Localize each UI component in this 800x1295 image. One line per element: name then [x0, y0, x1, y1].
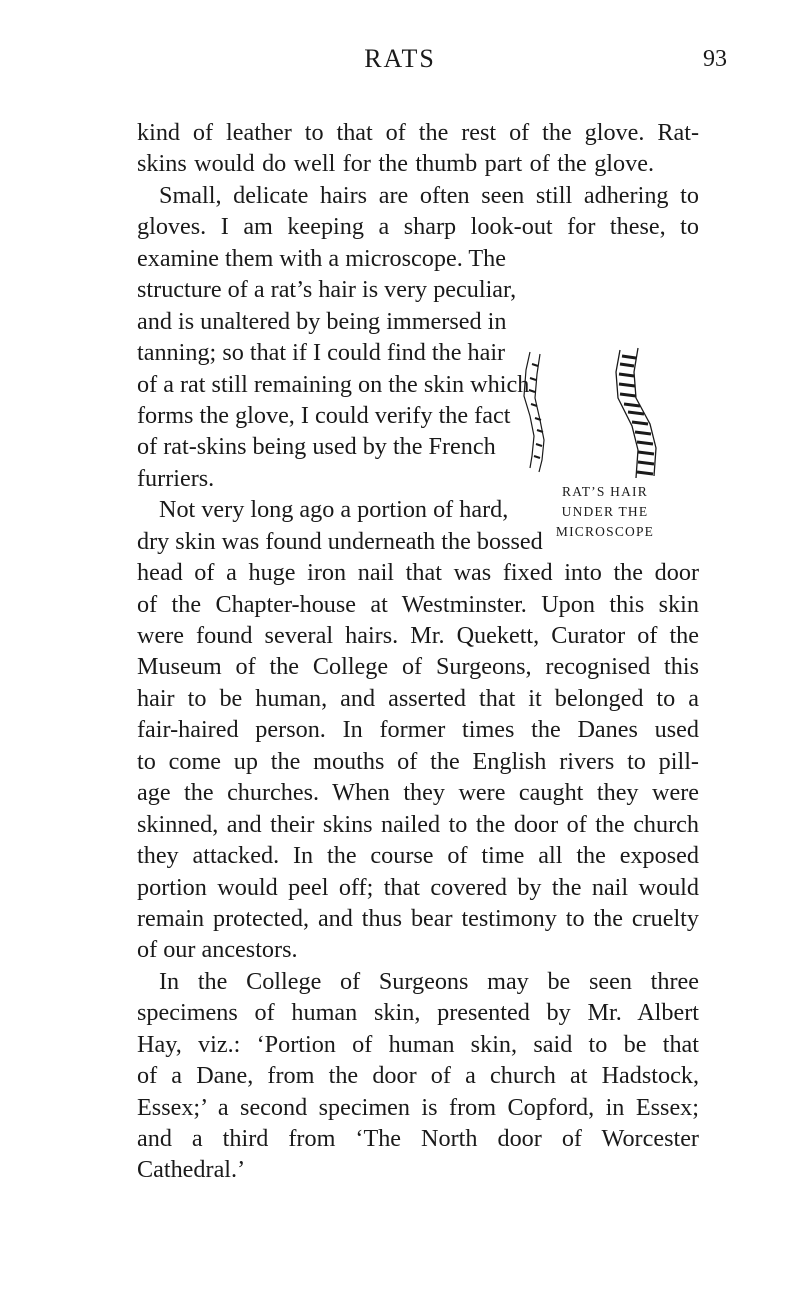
text-line: fair-haired person. In former times the Danes used: [137, 716, 699, 744]
text-line: In the College of Surgeons may be seen three: [159, 967, 699, 995]
text-line: examine them with a microscope. The: [137, 244, 506, 272]
running-head: [0, 44, 800, 84]
text-line: and a third from ‘The North door of Worcester: [137, 1125, 699, 1152]
text-line: of rat-skins being used by the French: [137, 433, 496, 461]
text-line: kind of leather to that of the rest of the glove. Rat-: [137, 119, 699, 146]
text-line: portion would peel off; that covered by the nail would: [137, 873, 699, 901]
text-line: Not very long ago a portion of hard,: [159, 496, 509, 524]
text-line: furriers.: [137, 464, 215, 492]
hair-strand-left: [524, 352, 544, 472]
caption-line: RAT’S HAIR: [562, 484, 648, 499]
text-line: forms the glove, I could verify the fact: [137, 401, 511, 429]
text-line: Hay, viz.: ‘Portion of human skin, said to be that: [137, 1030, 699, 1058]
figure-caption: [490, 482, 720, 542]
text-line: skinned, and their skins nailed to the door of the church: [137, 810, 699, 838]
text-line: remain protected, and thus bear testimony to the cruelty: [137, 904, 699, 932]
text-line: of a Dane, from the door of a church at Hadstock,: [137, 1062, 699, 1090]
text-line: of our ancestors.: [137, 936, 298, 964]
text-line: Museum of the College of Surgeons, recognised this: [137, 653, 699, 681]
text-line: age the churches. When they were caught they were: [137, 779, 699, 807]
caption-line: MICROSCOPE: [555, 524, 655, 539]
body-text: [137, 117, 699, 1186]
text-line: to come up the mouths of the English rivers to pill-: [137, 747, 699, 775]
running-head-title: RATS: [364, 44, 436, 73]
text-line: skins would do well for the thumb part of the glove.: [137, 150, 654, 178]
text-line: Small, delicate hairs are often seen still adhering to: [159, 181, 699, 209]
caption-line: UNDER THE: [561, 504, 649, 519]
hair-strand-right: [616, 348, 656, 478]
text-line: tanning; so that if I could find the hair: [137, 339, 506, 367]
text-line: were found several hairs. Mr. Quekett, Curator of the: [137, 622, 699, 649]
text-line: structure of a rat’s hair is very peculiar,: [137, 276, 517, 304]
text-line: head of a huge iron nail that was fixed into the door: [137, 559, 699, 587]
text-line: dry skin was found underneath the bossed: [137, 527, 543, 555]
rat-hair-illustration: [508, 344, 708, 484]
text-line: and is unaltered by being immersed in: [137, 307, 507, 335]
text-line: hair to be human, and asserted that it belonged to a: [137, 684, 699, 712]
text-line: gloves. I am keeping a sharp look-out for these, to: [137, 213, 699, 241]
text-line: specimens of human skin, presented by Mr. Albert: [137, 999, 699, 1027]
text-line: they attacked. In the course of time all the exposed: [137, 842, 699, 870]
text-line: of a rat still remaining on the skin which: [137, 370, 530, 398]
text-line: of the Chapter-house at Westminster. Upon this skin: [137, 590, 699, 618]
page-number: 93: [703, 46, 727, 72]
text-line: Essex;’ a second specimen is from Copford, in Essex;: [137, 1093, 699, 1121]
text-line: Cathedral.’: [137, 1156, 246, 1184]
